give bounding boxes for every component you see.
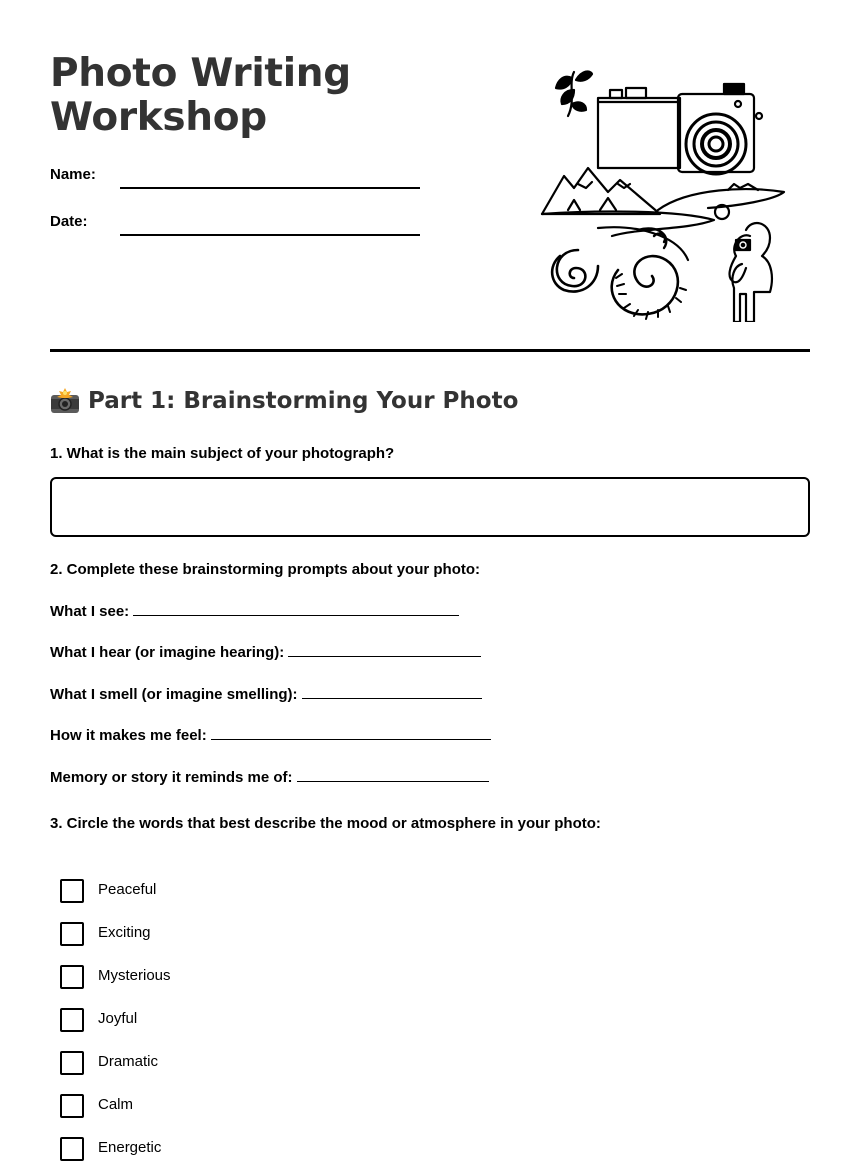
mood-label: Dramatic xyxy=(98,1053,159,1070)
date-field[interactable] xyxy=(50,213,420,237)
checkbox[interactable] xyxy=(60,1008,84,1032)
mood-option-mysterious[interactable] xyxy=(60,965,260,989)
mood-option-exciting[interactable] xyxy=(60,922,260,946)
checkbox[interactable] xyxy=(60,922,84,946)
question-2: 2. Complete these brainstorming prompts about your photo: xyxy=(50,561,481,578)
prompt-what-i-see[interactable] xyxy=(50,603,459,620)
part1-title-text: Part 1: Brainstorming Your Photo xyxy=(88,388,519,414)
part1-title xyxy=(50,388,518,414)
camera-and-landscape-sketch-icon xyxy=(538,60,808,322)
title-line-2: Workshop xyxy=(50,95,267,140)
prompt-label: What I see: xyxy=(50,603,130,620)
checkbox[interactable] xyxy=(60,965,84,989)
title-line-1: Photo Writing xyxy=(50,51,351,96)
question-3: 3. Circle the words that best describe the mood or atmosphere in your photo: xyxy=(50,815,601,832)
main-subject-answer-box[interactable] xyxy=(50,477,810,537)
section-divider xyxy=(50,349,810,352)
page-title xyxy=(50,52,351,140)
mood-option-dramatic[interactable] xyxy=(60,1051,260,1075)
date-line[interactable] xyxy=(120,234,420,236)
name-label: Name: xyxy=(50,166,96,183)
prompt-blank-line[interactable] xyxy=(297,769,489,782)
prompt-label: Memory or story it reminds me of: xyxy=(50,769,293,786)
mood-label: Energetic xyxy=(98,1139,162,1156)
checkbox[interactable] xyxy=(60,1137,84,1161)
mood-option-energetic[interactable] xyxy=(60,1137,260,1161)
mood-option-peaceful[interactable] xyxy=(60,879,260,903)
mood-label: Mysterious xyxy=(98,967,171,984)
prompt-label: What I smell (or imagine smelling): xyxy=(50,686,298,703)
camera-flash-icon xyxy=(50,388,80,414)
prompt-memory-or-story[interactable] xyxy=(50,769,489,786)
prompt-what-i-hear[interactable] xyxy=(50,644,481,661)
prompt-blank-line[interactable] xyxy=(133,603,459,616)
name-field[interactable] xyxy=(50,166,420,190)
prompt-blank-line[interactable] xyxy=(302,686,482,699)
prompt-blank-line[interactable] xyxy=(288,644,481,657)
mood-label: Joyful xyxy=(98,1010,138,1027)
mood-label: Calm xyxy=(98,1096,134,1113)
mood-label: Peaceful xyxy=(98,881,157,898)
prompt-how-it-makes-me-feel[interactable] xyxy=(50,727,491,744)
prompt-blank-line[interactable] xyxy=(211,727,491,740)
checkbox[interactable] xyxy=(60,879,84,903)
date-label: Date: xyxy=(50,213,88,230)
checkbox[interactable] xyxy=(60,1051,84,1075)
mood-option-calm[interactable] xyxy=(60,1094,260,1118)
mood-label: Exciting xyxy=(98,924,151,941)
checkbox[interactable] xyxy=(60,1094,84,1118)
prompt-what-i-smell[interactable] xyxy=(50,686,482,703)
mood-option-joyful[interactable] xyxy=(60,1008,260,1032)
question-1: 1. What is the main subject of your photograph? xyxy=(50,445,395,462)
prompt-label: What I hear (or imagine hearing): xyxy=(50,644,285,661)
prompt-label: How it makes me feel: xyxy=(50,727,207,744)
name-line[interactable] xyxy=(120,187,420,189)
